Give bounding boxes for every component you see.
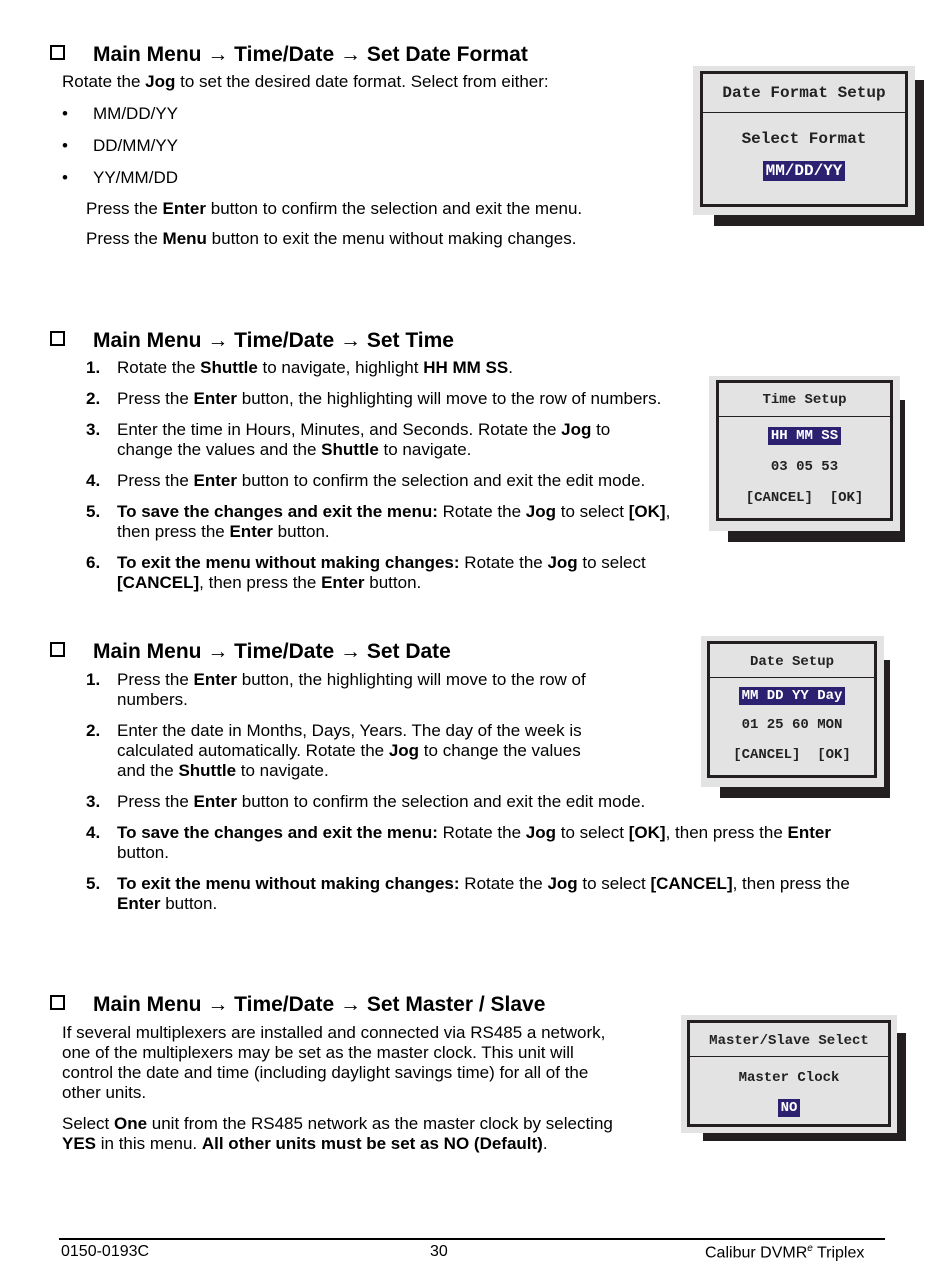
bullet-icon: •: [62, 104, 68, 123]
date-format-intro: Rotate the Jog to set the desired date format. Select from either:: [62, 72, 549, 91]
time-values[interactable]: 03 05 53: [770, 459, 839, 475]
footer-divider: [59, 1238, 885, 1240]
footer-page-number: 30: [430, 1243, 448, 1260]
date-cancel-ok-buttons[interactable]: [CANCEL] [OK]: [733, 747, 851, 763]
checkbox-bullet-icon: [50, 995, 65, 1010]
master-slave-paragraph-2: Select One unit from the RS485 network as the master clock by selecting YES in this menu. All other units must be set as NO (Default).: [62, 1114, 613, 1153]
selected-format-value[interactable]: MM/DD/YY: [763, 161, 846, 181]
master-clock-value[interactable]: NO: [778, 1099, 801, 1117]
bullet-icon: •: [62, 168, 68, 187]
time-fields-highlight[interactable]: HH MM SS: [768, 427, 841, 445]
list-item: • DD/MM/YY: [62, 136, 178, 155]
list-item: • MM/DD/YY: [62, 104, 178, 123]
footer-doc-number: 0150-0193C: [61, 1243, 150, 1260]
bullet-icon: •: [62, 136, 68, 155]
list-item: • YY/MM/DD: [62, 168, 178, 187]
time-cancel-ok-buttons[interactable]: [CANCEL] [OK]: [745, 490, 864, 506]
checkbox-bullet-icon: [50, 331, 65, 346]
menu-header: Time Setup: [719, 383, 890, 417]
checkbox-bullet-icon: [50, 642, 65, 657]
section-title-date-format: Main Menu → Time/Date → Set Date Format: [50, 43, 528, 67]
section-title-set-date: Main Menu → Time/Date → Set Date: [50, 640, 451, 664]
date-values[interactable]: 01 25 60 MON: [741, 717, 843, 733]
date-format-enter-text: Press the Enter button to confirm the selection and exit the menu.: [86, 199, 583, 218]
master-slave-paragraph-1: If several multiplexers are installed and connected via RS485 a network, one of the multiplexers may be set as the master clock. This unit will control the date and time (including daylight savings time) for all of the other units.: [62, 1023, 606, 1102]
menu-label: Master Clock: [738, 1070, 840, 1086]
menu-header: Master/Slave Select: [690, 1023, 888, 1057]
checkbox-bullet-icon: [50, 45, 65, 60]
section-title-set-time: Main Menu → Time/Date → Set Time: [50, 329, 454, 353]
section-title-master-slave: Main Menu → Time/Date → Set Master / Slave: [50, 993, 545, 1017]
menu-header: Date Format Setup: [703, 74, 905, 113]
menu-label: Select Format: [741, 130, 867, 148]
date-fields-highlight[interactable]: MM DD YY Day: [739, 687, 846, 705]
menu-header: Date Setup: [710, 644, 874, 678]
footer-product-name: Calibur DVMR$^e$ Triplex: [705, 1243, 865, 1262]
date-format-menu-text: Press the Menu button to exit the menu without making changes.: [86, 229, 577, 248]
